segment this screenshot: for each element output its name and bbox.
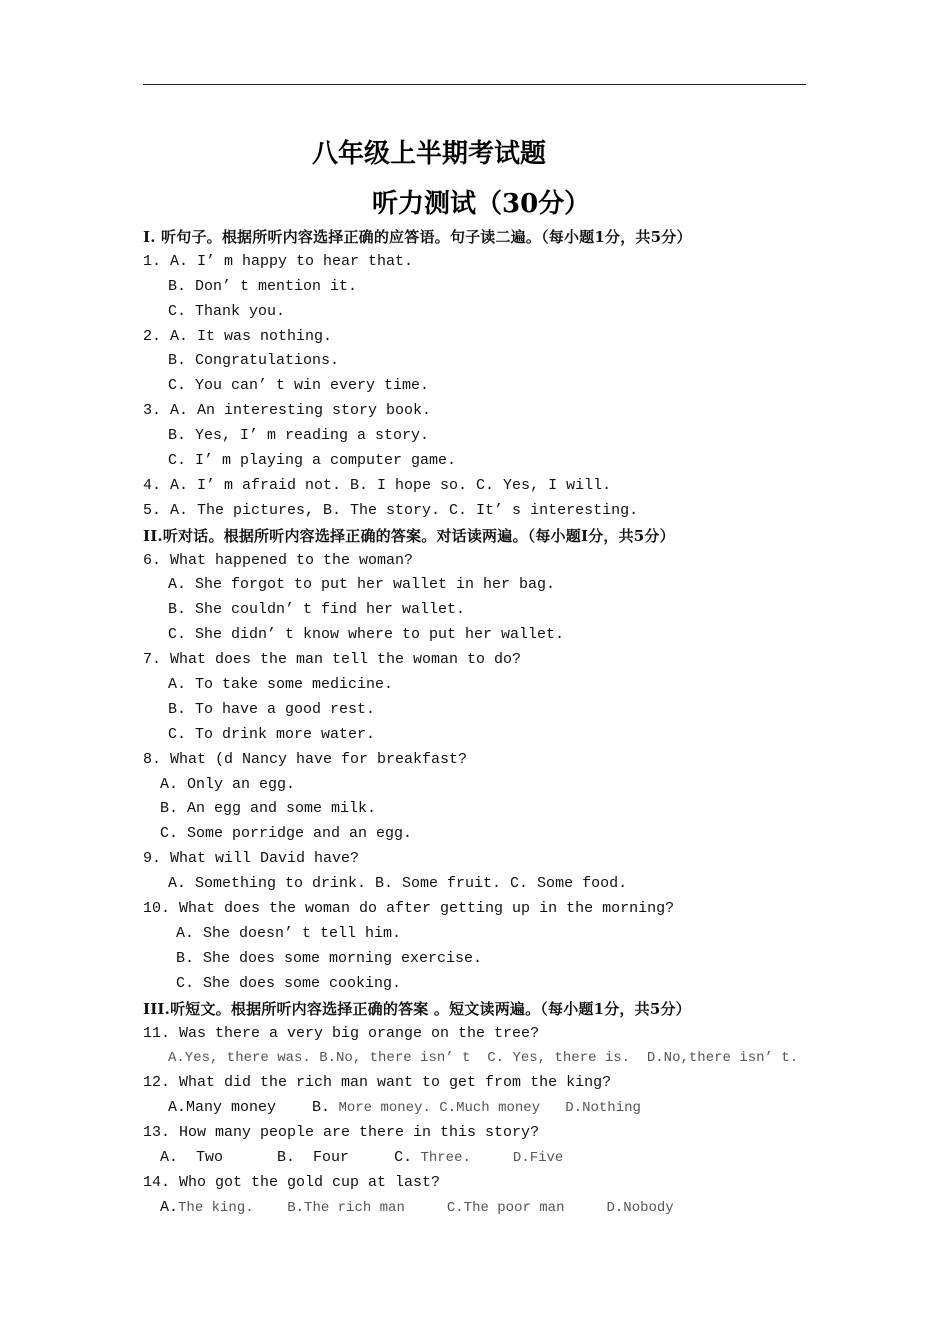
q12-options-rest: More money. C.Much money D.Nothing [330, 1100, 641, 1117]
q1-option-a: 1. A. I’ m happy to hear that. [143, 252, 414, 270]
q13-option-b: B. Four [277, 1148, 350, 1166]
q10-stem: 10. What does the woman do after getting up in the morning? [143, 900, 675, 918]
section-2-heading: II.听对话。根据所听内容选择正确的答案。对话读两遍。（每小题I分，共5分） [143, 526, 675, 545]
q14-stem: 14. Who got the gold cup at last? [143, 1173, 441, 1191]
q7-option-b: B. To have a good rest. [168, 700, 376, 718]
q2-option-c: C. You can’ t win every time. [168, 377, 430, 395]
header-rule [143, 84, 806, 85]
q7-option-c: C. To drink more water. [168, 725, 376, 743]
section-1-heading: I. 听句子。根据所听内容选择正确的应答语。句子读二遍。（每小题1分，共5分） [143, 228, 692, 246]
q12-option-a: A.Many money [168, 1099, 277, 1117]
q9-options: A. Something to drink. B. Some fruit. C. Some food. [168, 875, 628, 893]
q13-stem: 13. How many people are there in this story? [143, 1124, 540, 1142]
q14-options-rest: The king. B.The rich man C.The poor man D.Nobody [178, 1199, 674, 1216]
q3-option-b: B. Yes, I’ m reading a story. [168, 427, 430, 445]
q9-stem: 9. What will David have? [143, 850, 360, 868]
q1-option-c: C. Thank you. [168, 302, 286, 320]
q12-option-b-label: B. [312, 1099, 331, 1117]
q6-stem: 6. What happened to the woman? [143, 551, 414, 569]
q6-option-a: A. She forgot to put her wallet in her bag. [168, 576, 556, 594]
q14-options [143, 1196, 833, 1221]
q6-option-b: B. She couldn’ t find her wallet. [168, 601, 466, 619]
exam-body [143, 225, 833, 1221]
q12-options [143, 1096, 833, 1121]
q11-stem: 11. Was there a very big orange on the tree? [143, 1024, 540, 1042]
q13-option-a: A. Two [160, 1148, 224, 1166]
q3-option-c: C. I’ m playing a computer game. [168, 452, 457, 470]
q13-options [143, 1146, 833, 1171]
q7-stem: 7. What does the man tell the woman to do? [143, 651, 522, 669]
q8-stem: 8. What (d Nancy have for breakfast? [143, 750, 468, 768]
q7-option-a: A. To take some medicine. [168, 676, 394, 694]
q8-option-c: C. Some porridge and an egg. [160, 825, 413, 843]
q8-option-a: A. Only an egg. [160, 775, 296, 793]
q3-option-a: 3. A. An interesting story book. [143, 402, 432, 420]
q10-option-a: A. She doesn’ t tell him. [176, 924, 402, 942]
q1-option-b: B. Don’ t mention it. [168, 277, 358, 295]
q6-option-c: C. She didn’ t know where to put her wallet. [168, 626, 565, 644]
q5-options: 5. A. The pictures, B. The story. C. It’ s interesting. [143, 501, 639, 519]
q10-option-b: B. She does some morning exercise. [176, 949, 483, 967]
exam-subtitle: 听力测试（30分） [372, 189, 591, 219]
q2-option-b: B. Congratulations. [168, 352, 340, 370]
q12-stem: 12. What did the rich man want to get from the king? [143, 1074, 612, 1092]
q13-option-c-label: C. [394, 1148, 413, 1166]
q4-options: 4. A. I’ m afraid not. B. I hope so. C. Yes, I will. [143, 476, 612, 494]
q2-option-a: 2. A. It was nothing. [143, 327, 333, 345]
q8-option-b: B. An egg and some milk. [160, 800, 377, 818]
exam-title: 八年级上半期考试题 [312, 139, 547, 169]
q13-options-rest: Three. D.Five [412, 1149, 564, 1166]
q14-option-a-label: A. [160, 1198, 179, 1216]
q11-options: A.Yes, there was. B.No, there isn’ t C. Yes, there is. D.No,there isn’ t. [168, 1050, 799, 1067]
q10-option-c: C. She does some cooking. [176, 974, 402, 992]
section-3-heading: III.听短文。根据所听内容选择正确的答案 。短文读两遍。（每小题1分，共5分） [143, 999, 691, 1018]
